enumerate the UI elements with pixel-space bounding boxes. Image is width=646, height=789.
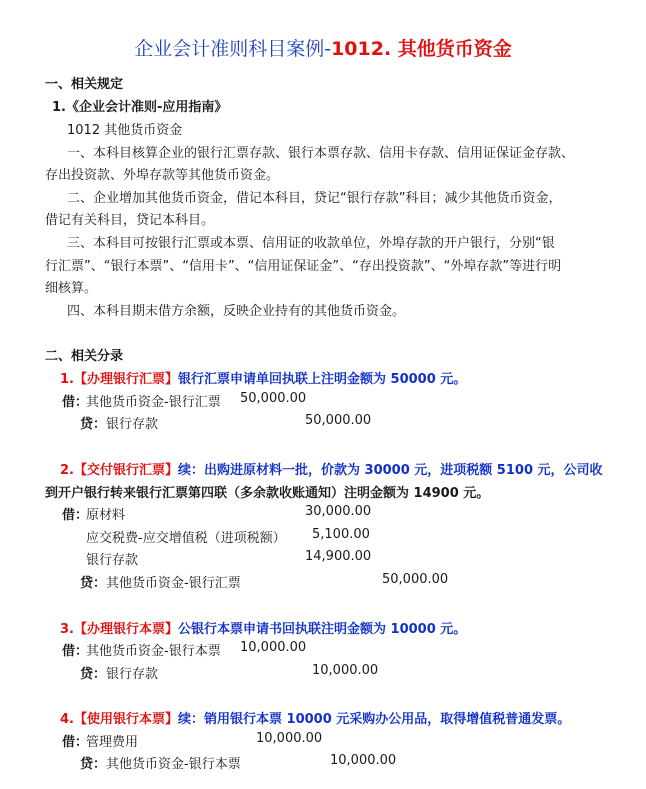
section2-heading: 二、相关分录 xyxy=(45,349,124,364)
entry1-debit-label: 借： xyxy=(62,395,89,410)
entry4-debit-amount: 10,000.00 xyxy=(256,731,323,746)
para3-line1: 三、本科目可按银行汇票或本票、信用证的收款单位，外埠存款的开户银行，分别“银 xyxy=(67,236,555,251)
entry2-desc-line1: 续：出购进原材料一批，价款为 30000 元，进项税额 5100 元，公司收 xyxy=(178,463,603,478)
entry3-tag: 【办理银行本票】 xyxy=(73,622,178,637)
entry4-credit-account: 其他货币资金-银行本票 xyxy=(106,757,241,772)
entry1-credit-account: 银行存款 xyxy=(106,417,159,432)
page-title-main: 企业会计准则科目案例- xyxy=(134,38,332,60)
entry4-header xyxy=(60,708,570,727)
entry3-debit-account: 其他货币资金-银行本票 xyxy=(86,644,221,659)
para1-line2: 存出投资款、外埠存款等其他货币资金。 xyxy=(45,168,280,183)
entry2-debit2-account: 应交税费-应交增值税（进项税额） xyxy=(86,531,286,546)
para2-line2: 借记有关科目，贷记本科目。 xyxy=(45,213,215,228)
entry3-num: 3. xyxy=(60,622,74,637)
entry1-debit-account: 其他货币资金-银行汇票 xyxy=(86,395,221,410)
entry2-debit1-amount: 30,000.00 xyxy=(305,504,372,519)
entry1-credit-amount: 50,000.00 xyxy=(305,413,372,428)
ref-title: 1.《企业会计准则-应用指南》 xyxy=(52,100,228,115)
entry3-header xyxy=(60,618,466,637)
entry4-credit-label: 贷： xyxy=(80,757,107,772)
entry4-debit-label: 借： xyxy=(62,735,89,750)
section1-heading: 一、相关规定 xyxy=(45,77,124,92)
entry1-header xyxy=(60,368,466,387)
entry2-credit-label: 贷： xyxy=(80,576,107,591)
entry4-credit-amount: 10,000.00 xyxy=(330,753,397,768)
entry2-debit1-account: 原材料 xyxy=(86,508,126,523)
entry4-debit-account: 管理费用 xyxy=(86,735,139,750)
entry3-credit-label: 贷： xyxy=(80,667,107,682)
para3-line2: 行汇票”、“银行本票”、“信用卡”、“信用证保证金”、“存出投资款”、“外埠存款”等进行明 xyxy=(45,259,562,274)
entry2-debit3-amount: 14,900.00 xyxy=(305,549,372,564)
entry1-credit-label: 贷： xyxy=(80,417,107,432)
entry4-tag: 【使用银行本票】 xyxy=(73,712,178,727)
entry3-credit-amount: 10,000.00 xyxy=(312,663,379,678)
page-title xyxy=(0,34,646,61)
para3-line3: 细核算。 xyxy=(45,281,98,296)
entry3-desc: 公银行本票申请书回执联注明金额为 10000 元。 xyxy=(178,622,467,637)
entry4-desc: 续：销用银行本票 10000 元采购办公用品，取得增值税普通发票。 xyxy=(178,712,571,727)
entry2-credit-account: 其他货币资金-银行汇票 xyxy=(106,576,241,591)
entry2-desc-line2: 到开户银行转来银行汇票第四联（多余款收账通知）注明金额为 14900 元。 xyxy=(45,486,490,501)
entry2-debit2-amount: 5,100.00 xyxy=(312,527,370,542)
entry2-num: 2. xyxy=(60,463,74,478)
entry2-credit-amount: 50,000.00 xyxy=(382,572,449,587)
entry1-tag: 【办理银行汇票】 xyxy=(73,372,178,387)
entry2-tag: 【交付银行汇票】 xyxy=(73,463,178,478)
entry3-credit-account: 银行存款 xyxy=(106,667,159,682)
entry2-debit3-account: 银行存款 xyxy=(86,553,139,568)
entry3-debit-amount: 10,000.00 xyxy=(240,640,307,655)
entry3-debit-label: 借： xyxy=(62,644,89,659)
entry1-debit-amount: 50,000.00 xyxy=(240,391,307,406)
entry4-num: 4. xyxy=(60,712,74,727)
entry1-desc: 银行汇票申请单回执联上注明金额为 50000 元。 xyxy=(178,372,467,387)
subject-code: 1012 其他货币资金 xyxy=(67,123,183,138)
entry1-num: 1. xyxy=(60,372,74,387)
para1-line1: 一、本科目核算企业的银行汇票存款、银行本票存款、信用卡存款、信用证保证金存款、 xyxy=(67,146,575,161)
entry2-debit-label: 借： xyxy=(62,508,89,523)
entry2-header xyxy=(60,459,603,478)
page-title-highlight: 1012. 其他货币资金 xyxy=(331,38,512,60)
para4: 四、本科目期末借方余额，反映企业持有的其他货币资金。 xyxy=(67,304,406,319)
para2-line1: 二、企业增加其他货币资金，借记本科目，贷记“银行存款”科目；减少其他货币资金， xyxy=(67,191,562,206)
